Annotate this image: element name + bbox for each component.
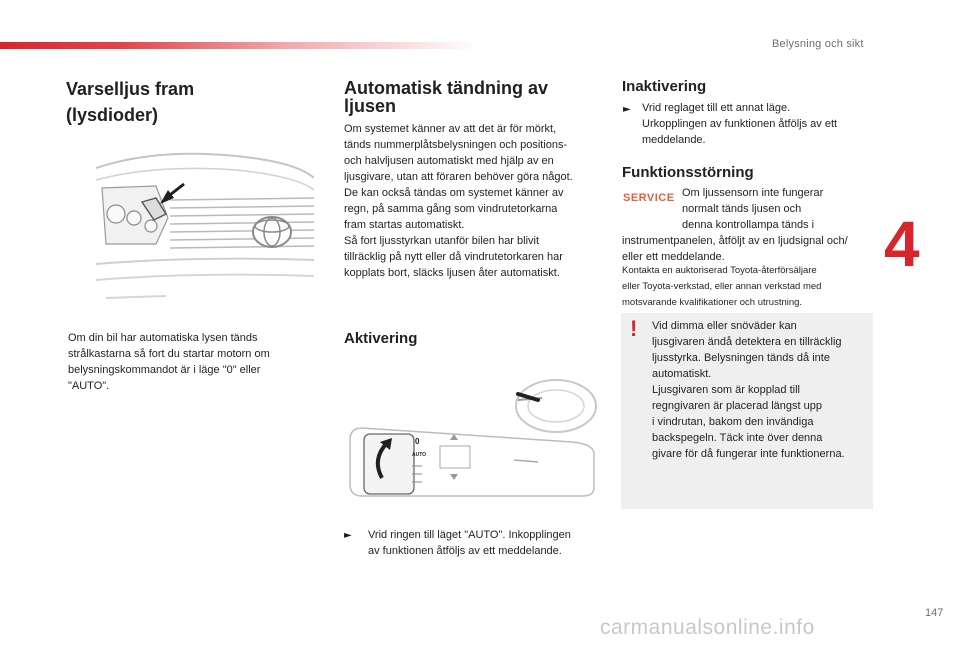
triangle-bullet-icon: ►	[623, 104, 631, 115]
malfunction-title: Funktionsstörning	[622, 164, 754, 181]
page-number: 147	[925, 607, 944, 619]
auto-lights-description: Om systemet känner av att det är för mörkt, tänds nummerplåtsbelysningen och positions- och halvljusen automatiskt med hjälp av en ljusgivare, utan att föraren behöver göra något. De kan också tändas om systemet känner av regn, på samma gång som vindrutetorkarna fram startas automatiskt. Så fort ljusstyrkan utanför bilen har blivit tillräcklig på nytt eller då vindrutetorkaren har kopplats bort, släcks ljusen åter automatiskt.	[344, 123, 573, 279]
exclamation-icon: !	[630, 316, 638, 341]
malfunction-text: instrumentpanelen, åtföljt av en ljudsignal och/ eller ett meddelande.	[622, 235, 848, 263]
service-warning-icon: SERVICE	[623, 192, 675, 204]
chapter-number: 4	[884, 208, 920, 280]
headlight-illustration	[96, 148, 314, 318]
warning-text: Vid dimma eller snöväder kan ljusgivaren ändå detektera en tillräcklig ljusstyrka. Belysningen tänds då inte automatiskt. Ljusgivaren som är kopplad till regngivaren är placerad längst upp i vindrutan, bakom den invändiga backspegeln. Täck inte över denna givare för då fungerar inte funktionerna.	[652, 320, 845, 460]
activation-title: Aktivering	[344, 330, 418, 347]
stalk-label-zero: 0	[415, 437, 420, 446]
stalk-label-auto: AUTO	[412, 452, 427, 458]
stalk-drawing	[342, 370, 602, 502]
drl-title: Varselljus fram (lysdioder)	[66, 79, 195, 125]
header-accent-bar	[0, 42, 480, 49]
section-title: Belysning och sikt	[772, 38, 864, 50]
light-stalk-illustration	[342, 370, 602, 502]
activation-instruction: Vrid ringen till läget "AUTO". Inkopplingen av funktionen åtföljs av ett meddelande.	[368, 529, 571, 557]
car-front-drawing	[96, 148, 314, 318]
auto-lights-title: Automatisk tändning av ljusen	[344, 78, 549, 116]
inactivation-title: Inaktivering	[622, 78, 707, 95]
watermark: carmanualsonline.info	[600, 616, 815, 639]
malfunction-text-indent: Om ljussensorn inte fungerar normalt tänds ljusen och denna kontrollampa tänds i	[682, 187, 824, 231]
dealer-contact-text: Kontakta en auktoriserad Toyota-återförsäljare eller Toyota-verkstad, eller annan verkstad med motsvarande kvalifikationer och utrustning.	[622, 265, 822, 308]
triangle-bullet-icon: ►	[344, 530, 352, 541]
drl-description: Om din bil har automatiska lysen tänds strålkastarna så fort du startar motorn om belysningskommandot är i läge "0" eller "AUTO".	[68, 332, 270, 392]
inactivation-instruction: Vrid reglaget till ett annat läge. Urkopplingen av funktionen åtföljs av ett meddelande.	[642, 102, 838, 146]
